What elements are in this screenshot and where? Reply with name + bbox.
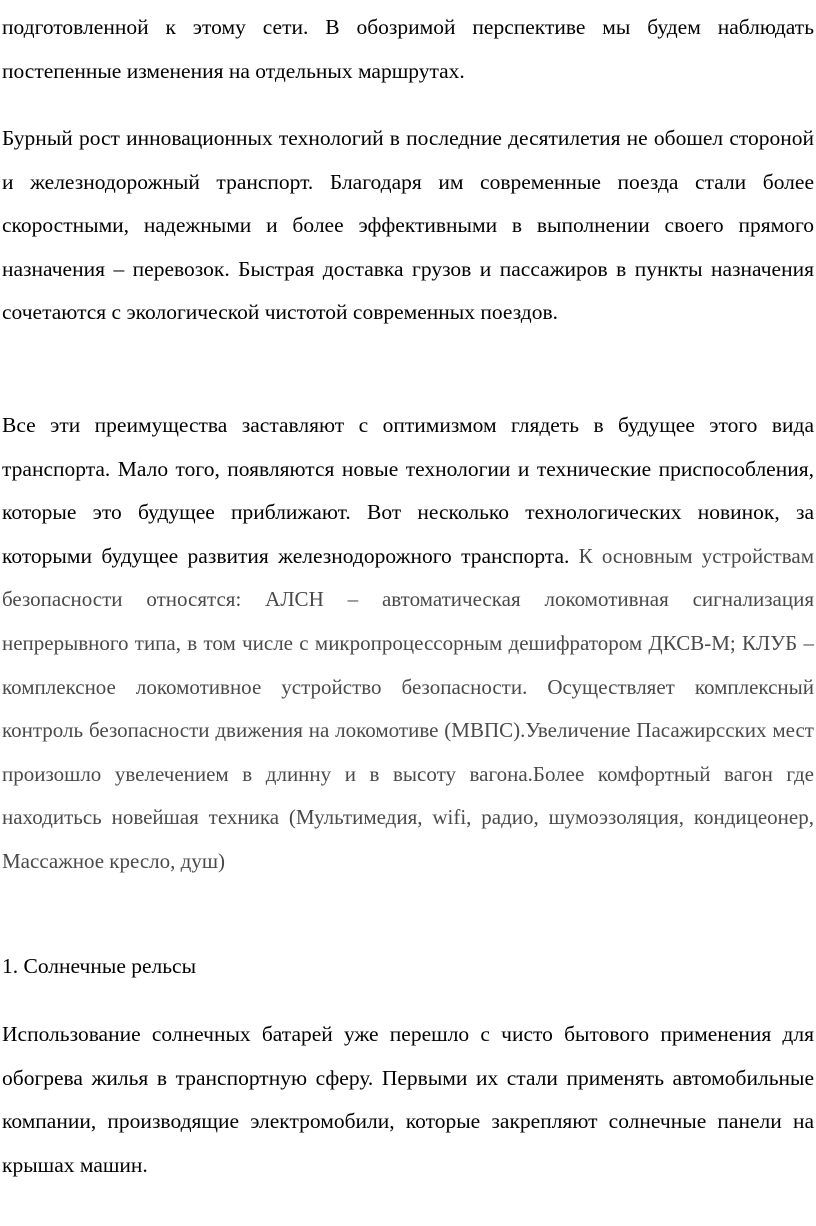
paragraph-solar-batteries: Использование солнечных батарей уже перешло с чисто бытового применения для обогрева жилья в транспортную сферу. Первыми их стали применять автомобильные компании, производящие электромобили, которые закрепляют солнечные панели на крышах машин.	[2, 1022, 814, 1177]
paragraph-innovation-growth: Бурный рост инновационных технологий в последние десятилетия не обошел стороной и железнодорожный транспорт. Благодаря им современные поезда стали более скоростными, надежными и более эффективными в выполнении своего прямого назначения – перевозок. Быстрая доставка грузов и пассажиров в пункты назначения сочетаются с экологической чистотой современных поездов.	[2, 126, 814, 325]
section-heading-solar-rails: 1. Солнечные рельсы	[2, 954, 197, 978]
safety-devices-inserted-text: К основным устройствам безопасности относятся: АЛСН – автоматическая локомотивная сигнализация непрерывного типа, в том числе с микропроцессорным дешифратором ДКСВ-М; КЛУБ – комплексное локомотивное устройство безопасности. Осуществляет комплексный контроль безопасности движения на локомотиве (МВПС).Увеличение Пасажирсских мест произошло увелечением в длинну и в высоту вагона.Более комфортный вагон где находитьсь новейшая техника (Мультимедия, wifi, радио, шумоэзоляция, кондицеонер, Массажное кресло, душ)	[2, 543, 814, 873]
paragraph-network-transition: подготовленной к этому сети. В обозримой перспективе мы будем наблюдать постепенные изменения на отдельных маршрутах.	[2, 15, 814, 83]
paragraph-advantages	[2, 404, 814, 884]
advantages-main-text: Все эти преимущества заставляют с оптимизмом глядеть в будущее этого вида транспорта. Мало того, появляются новые технологии и технические приспособления, которые это будущее приближают. Вот несколько технологических новинок, за которыми будущее развития железнодорожного транспорта.	[2, 413, 814, 568]
